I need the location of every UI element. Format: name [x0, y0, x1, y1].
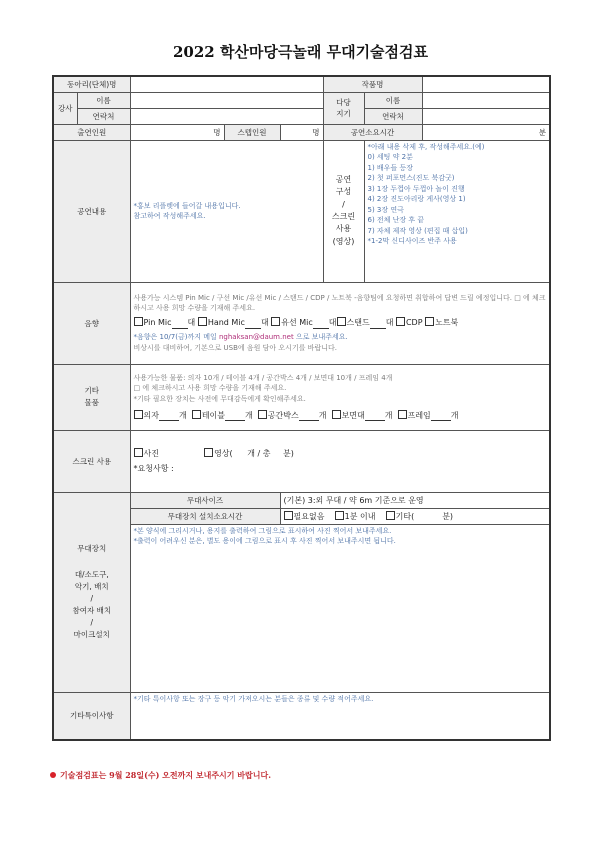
unit: 개	[450, 410, 459, 420]
stand-qty[interactable]	[370, 320, 386, 329]
structure-line: *아래 내용 삭제 후, 작성해주세요.(예)	[367, 142, 485, 151]
special-label: 기타특이사항	[53, 692, 130, 740]
hand-mic-checkbox[interactable]	[198, 317, 207, 326]
stage-contact-name-label: 이름	[364, 92, 422, 108]
run-time-label: 공연소요시간	[323, 124, 422, 140]
unit: 대	[328, 317, 337, 327]
other-items-field	[130, 364, 550, 430]
instructor-name-label: 이름	[77, 92, 130, 108]
unit: 개	[318, 410, 327, 420]
chair-checkbox[interactable]	[134, 410, 143, 419]
structure-line: 5) 3장 연극	[367, 205, 404, 214]
laptop-checkbox[interactable]	[425, 317, 434, 326]
structure-field[interactable]	[364, 140, 550, 282]
screen-label: 스크린 사용	[53, 430, 130, 492]
work-name-field[interactable]	[422, 76, 550, 92]
other-items-note: □ 에 체크하시고 사용 희망 수량을 기재해 주세요.	[133, 384, 287, 393]
stage-size-value: (기본) 3:외 무대 / 약 6m 기준으로 운영	[280, 492, 550, 508]
structure-line: *1-2막 신디사이즈 반주 사용	[367, 237, 457, 245]
hand-mic-label: Hand Mic	[207, 317, 245, 327]
space-box-label: 공간박스	[267, 410, 299, 420]
structure-line: 1) 배우들 등장	[367, 163, 413, 172]
deadline-notice	[50, 770, 271, 781]
stage-device-label-cell	[53, 492, 130, 692]
video-count-label: 개 / 총	[247, 448, 271, 458]
special-field[interactable]: *기타 특이사항 또는 장구 등 악기 가져오시는 분들은 종류 및 수량 적어주세요.	[130, 692, 550, 740]
stage-contact-label: 다당 지기	[323, 92, 364, 124]
table-checkbox[interactable]	[192, 410, 201, 419]
setup-1min-checkbox[interactable]	[335, 511, 344, 520]
music-stand-checkbox[interactable]	[332, 410, 341, 419]
run-time-field[interactable]	[422, 124, 550, 140]
deadline-text: 기술점검표는 9월 28일(수) 오전까지 보내주시기 바랍니다.	[60, 770, 271, 780]
wired-mic-label: 유선 Mic	[281, 317, 313, 327]
photo-label: 사진	[143, 448, 159, 458]
pin-mic-checkbox[interactable]	[134, 317, 143, 326]
table-qty[interactable]	[225, 412, 245, 421]
setup-other-unit: 분)	[442, 511, 454, 521]
sound-mail-text: 으로 보내주세요.	[293, 333, 348, 342]
frame-qty[interactable]	[431, 412, 451, 421]
pin-mic-label: Pin Mic	[143, 317, 172, 327]
stage-contact-contact-field[interactable]	[422, 108, 550, 124]
other-items-note: 사용가능한 물품: 의자 10개 / 테이블 4개 / 공간박스 4개 / 보면대 10개 / 프레임 4개	[133, 374, 393, 383]
staff-field[interactable]	[280, 124, 323, 140]
structure-line: 2) 첫 퍼포먼스(진도 북감굿)	[367, 174, 455, 182]
table-label: 테이블	[201, 410, 225, 420]
wired-mic-qty[interactable]	[313, 320, 329, 329]
instructor-contact-label: 연락처	[77, 108, 130, 124]
setup-none-checkbox[interactable]	[284, 511, 293, 520]
setup-other-checkbox[interactable]	[386, 511, 395, 520]
content-field[interactable]: *홍보 리플렛에 들어갈 내용입니다. 참고하여 작성해주세요.	[130, 140, 323, 282]
structure-line: 7) 자체 제작 영상 (편집 때 삽입)	[367, 226, 468, 235]
club-name-label: 동아리(단체)명	[53, 76, 130, 92]
stand-checkbox[interactable]	[337, 317, 346, 326]
cdp-label: CDP	[405, 317, 423, 327]
sound-mail-text: *음향은 10/7(금)까지 메일	[133, 333, 219, 342]
laptop-label: 노트북	[435, 317, 459, 327]
setup-other-label: 기타(	[395, 511, 415, 521]
sound-email-link[interactable]: nghaksan@daum.net	[218, 333, 294, 342]
stage-device-label: 무대장치	[77, 544, 107, 553]
frame-checkbox[interactable]	[398, 410, 407, 419]
space-box-checkbox[interactable]	[258, 410, 267, 419]
setup-time-label: 무대장치 설치소요시간	[130, 508, 280, 524]
sound-field	[130, 282, 550, 364]
music-stand-label: 보면대	[341, 410, 365, 420]
setup-1min-label: 1분 이내	[344, 511, 376, 521]
staff-label: 스텝인원	[224, 124, 280, 140]
stand-label: 스탠드	[346, 317, 370, 327]
run-time-unit: 분	[538, 127, 547, 137]
instructor-label: 강사	[53, 92, 77, 124]
unit: 개	[178, 410, 187, 420]
pin-mic-qty[interactable]	[172, 320, 188, 329]
stage-drawing-area[interactable]	[130, 524, 550, 692]
other-items-label: 기타 물품	[53, 364, 130, 430]
chair-qty[interactable]	[159, 412, 179, 421]
sound-label: 음향	[53, 282, 130, 364]
sound-usb-note: 비상시를 대비하여, 기본으로 USB에 음원 담아 오시기를 바랍니다.	[133, 343, 337, 352]
video-checkbox[interactable]	[204, 448, 213, 457]
staff-unit: 명	[312, 127, 320, 137]
setup-none-label: 필요없음	[293, 511, 325, 521]
space-box-qty[interactable]	[299, 412, 319, 421]
video-label: 영상(	[214, 448, 233, 458]
bullet-icon	[50, 772, 56, 778]
stage-contact-contact-label: 연락처	[364, 108, 422, 124]
stage-contact-name-field[interactable]	[422, 92, 550, 108]
structure-label: 공연 구성 / 스크린 사용 (영상)	[323, 140, 364, 282]
stage-size-label: 무대사이즈	[130, 492, 280, 508]
frame-label: 프레임	[407, 410, 431, 420]
structure-line: 4) 2장 진도아리랑 게사(영상 1)	[367, 195, 466, 203]
video-min-label: 분)	[283, 448, 294, 458]
structure-line: 0) 세팅 약 2분	[367, 153, 413, 161]
music-stand-qty[interactable]	[365, 412, 385, 421]
club-name-field[interactable]	[130, 76, 323, 92]
other-items-list	[134, 410, 547, 421]
content-label: 공연내용	[53, 140, 130, 282]
sound-note: 사용가능 시스템 Pin Mic / 구선 Mic /유선 Mic / 스탠드 / CDP / 노트북 -음향팀에 요청하면 취합하여 답변 드릴 예정입니다. □ 에 체크하시고 사용 희망 수량을 기재해 주세요.	[133, 294, 546, 313]
structure-line: 3) 1장 두껍아 두껍아 놀이 진행	[367, 184, 465, 193]
unit: 개	[245, 410, 253, 420]
stage-device-sub-label: 대/소도구, 악기, 배치 / 참여자 배치 / 마이크설치	[72, 570, 112, 639]
unit: 대	[385, 317, 394, 327]
sound-mail-note	[134, 332, 547, 342]
hand-mic-qty[interactable]	[245, 320, 261, 329]
instructor-name-field[interactable]	[130, 92, 323, 108]
other-items-note: *기타 필요한 장치는 사전에 무대감독에게 확인해주세요.	[133, 394, 306, 403]
instructor-contact-field[interactable]	[130, 108, 323, 124]
chair-label: 의자	[143, 410, 159, 420]
wired-mic-checkbox[interactable]	[271, 317, 280, 326]
photo-checkbox[interactable]	[134, 448, 143, 457]
unit: 대	[187, 317, 196, 327]
unit: 대	[260, 317, 269, 327]
work-name-label: 작품명	[323, 76, 422, 92]
performers-label: 출연인원	[53, 124, 130, 140]
page-title: 2022 학산마당극놀래 무대기술점검표	[172, 43, 429, 61]
screen-request[interactable]: *요청사항 :	[133, 464, 174, 473]
performers-unit: 명	[213, 127, 221, 137]
sound-items	[134, 317, 547, 330]
stage-note: *출력이 어려우신 분은, 별도 용이에 그림으로 표시 후 사진 찍어서 보내주시면 됩니다.	[133, 536, 396, 545]
stage-note: *본 양식에 그리시거나, 용지를 출력하여 그림으로 표시하여 사진 찍어서 보내주세요.	[133, 526, 392, 535]
stage-check-form	[52, 75, 551, 741]
setup-time-options	[280, 508, 550, 524]
performers-field[interactable]	[130, 124, 224, 140]
structure-line: 6) 전체 난장 후 끝	[367, 216, 425, 224]
screen-field	[130, 430, 550, 492]
screen-options	[134, 446, 547, 461]
unit: 개	[384, 410, 393, 420]
cdp-checkbox[interactable]	[396, 317, 405, 326]
